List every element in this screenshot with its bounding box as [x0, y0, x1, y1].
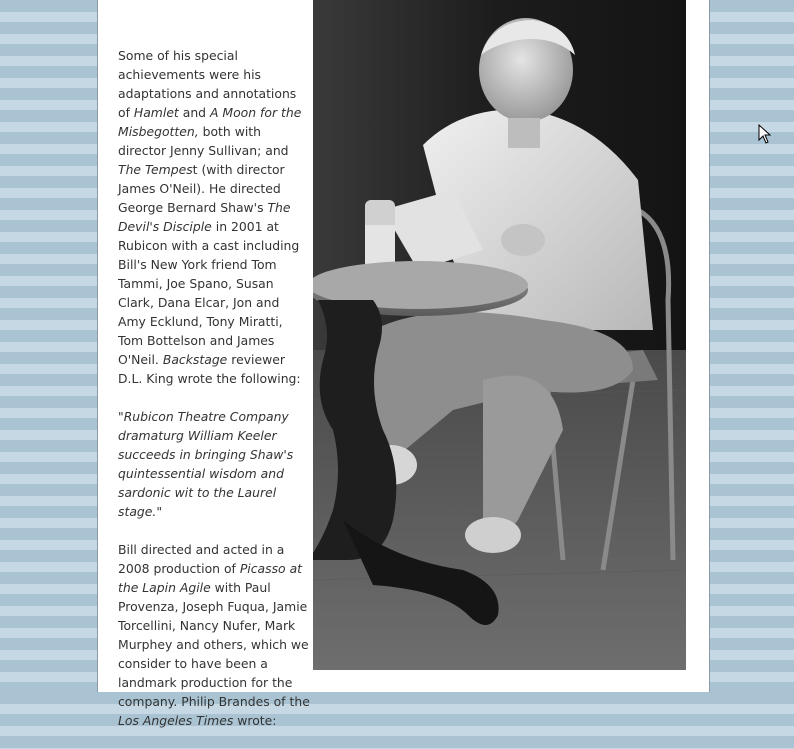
- work-title-moon: A Moon for the Misbegotten,: [118, 105, 302, 139]
- paragraph-achievements: [118, 46, 310, 388]
- publication-la-times: Los Angeles Times: [118, 713, 234, 728]
- paragraph-picasso: [118, 540, 310, 730]
- quote-text: "Rubicon Theatre Company dramaturg William Keeler succeeds in bringing Shaw's quintessential wisdom and sardonic wit to the Laurel stage.": [118, 409, 294, 519]
- text-run: t (with director James O'Neil). He directed George Bernard Shaw's: [118, 162, 285, 215]
- text-run: Bill directed and acted in a 2008 production of: [118, 542, 285, 576]
- work-title-picasso: Picasso at the Lapin Agile: [118, 561, 303, 595]
- article-text: [118, 46, 310, 749]
- portrait-photo-svg: [313, 0, 686, 670]
- text-run: Some of his special achievements were his adaptations and annotations of: [118, 48, 297, 120]
- mouse-cursor-icon: [758, 124, 772, 144]
- text-run: reviewer D.L. King wrote the following:: [118, 352, 301, 386]
- text-run: in 2001 at Rubicon with a cast including Bill's New York friend Tom Tammi, Joe Spano, Susan Clark, Dana Elcar, Jon and Amy Ecklund, Tony Miratti, Tom Bottelson and James O'Neil.: [118, 219, 300, 367]
- text-run: and: [178, 105, 210, 120]
- review-quote: [118, 407, 310, 521]
- portrait-photo: [313, 0, 686, 670]
- work-title-tempest: The Tempes: [118, 162, 193, 177]
- work-title-hamlet: Hamlet: [133, 105, 179, 120]
- work-title-devils-disciple: The Devil's Disciple: [118, 200, 291, 234]
- text-run: wrote:: [233, 713, 277, 728]
- text-run: with Paul Provenza, Joseph Fuqua, Jamie Torcellini, Nancy Nufer, Mark Murphey and others, which we consider to have been a landmark production for the company. Philip Brandes of the: [118, 580, 310, 709]
- text-run: both with director Jenny Sullivan; and: [118, 124, 289, 158]
- publication-backstage: Backstage: [162, 352, 228, 367]
- content-panel: [97, 0, 710, 728]
